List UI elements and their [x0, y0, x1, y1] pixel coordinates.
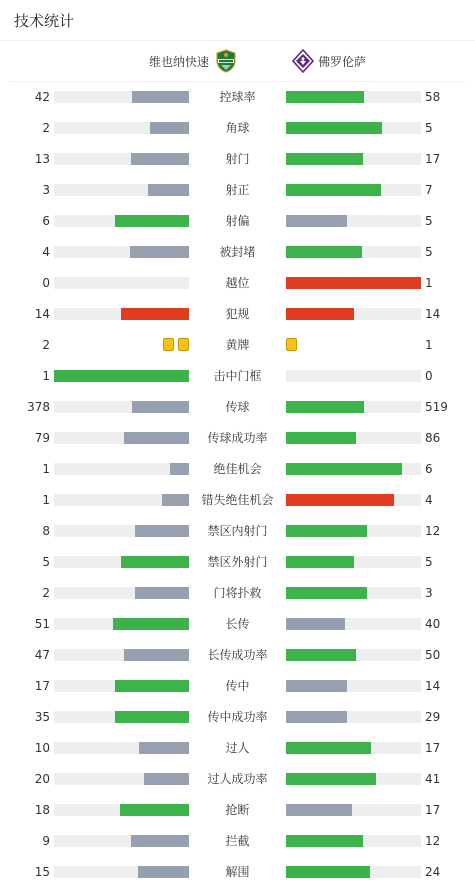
home-stat-bar-fill: [138, 866, 189, 878]
teams-header: [10, 41, 465, 82]
away-stat-value: 41: [425, 772, 441, 786]
home-stat-value: 9: [42, 834, 50, 848]
page-title: 技术统计: [14, 12, 75, 30]
stat-label: 传中: [225, 679, 250, 693]
stat-label: 绝佳机会: [213, 462, 262, 476]
away-stat-bar-fill: [286, 401, 364, 413]
home-stat-bar: [54, 618, 189, 630]
away-stat-bar: [286, 246, 421, 258]
stat-label: 射偏: [225, 214, 250, 228]
away-stat-bar-fill: [286, 773, 376, 785]
home-stat-bar: [54, 649, 189, 661]
away-stat-bar-fill: [286, 153, 363, 165]
away-stat-value: 29: [425, 710, 441, 724]
home-stat-value: 5: [42, 555, 50, 569]
stat-label: 过人: [225, 741, 250, 755]
away-stat-bar: [286, 277, 421, 289]
home-stat-value: 3: [42, 183, 50, 197]
stat-label: 越位: [225, 276, 250, 290]
home-stat-value: 4: [42, 245, 50, 259]
stat-row: [0, 453, 475, 484]
away-stat-bar-fill: [286, 91, 364, 103]
stat-label: 长传成功率: [207, 648, 268, 662]
home-stat-bar-fill: [121, 556, 189, 568]
home-cards: [163, 338, 189, 351]
home-stat-bar-fill: [120, 804, 189, 816]
away-team-name: 佛罗伦萨: [318, 54, 367, 69]
away-stat-bar: [286, 463, 421, 475]
home-stat-value: 17: [34, 679, 50, 693]
stat-label: 击中门框: [213, 369, 262, 383]
stats-header: [0, 0, 475, 41]
stat-row: [0, 360, 475, 391]
home-stat-bar-fill: [135, 525, 189, 537]
home-stat-value: 14: [34, 307, 50, 321]
stat-row: [0, 856, 475, 887]
home-stat-bar: [54, 370, 189, 382]
away-stat-bar-fill: [286, 618, 345, 630]
home-stat-bar: [54, 525, 189, 537]
home-stat-bar-fill: [121, 308, 189, 320]
home-stat-bar-fill: [150, 122, 189, 134]
away-stat-bar-fill: [286, 308, 354, 320]
stat-row: [0, 81, 475, 112]
home-stat-bar: [54, 773, 189, 785]
away-stat-bar: [286, 153, 421, 165]
away-stat-value: 0: [425, 369, 433, 383]
away-stat-bar: [286, 587, 421, 599]
home-stat-value: 20: [34, 772, 50, 786]
away-team: [292, 49, 366, 73]
stat-label: 长传: [225, 617, 250, 631]
away-stat-bar: [286, 525, 421, 537]
stat-label: 门将扑救: [213, 586, 262, 600]
home-stat-bar: [54, 246, 189, 258]
away-stat-value: 5: [425, 245, 433, 259]
away-stat-bar: [286, 91, 421, 103]
away-stat-value: 519: [425, 400, 448, 414]
stat-row: [0, 825, 475, 856]
away-stat-bar-fill: [286, 184, 381, 196]
away-stat-bar: [286, 122, 421, 134]
home-stat-value: 2: [42, 586, 50, 600]
home-stat-bar: [54, 184, 189, 196]
home-stat-bar-fill: [170, 463, 189, 475]
stat-label: 错失绝佳机会: [201, 493, 274, 507]
stat-label: 禁区内射门: [207, 524, 268, 538]
home-stat-bar: [54, 277, 189, 289]
home-stat-value: 1: [42, 493, 50, 507]
away-stat-value: 12: [425, 524, 441, 538]
home-stat-bar: [54, 463, 189, 475]
home-stat-value: 1: [42, 369, 50, 383]
away-stat-bar: [286, 711, 421, 723]
away-stat-value: 86: [425, 431, 441, 445]
rapid-wien-crest-icon: [215, 49, 237, 73]
home-stat-bar: [54, 401, 189, 413]
away-stat-bar: [286, 804, 421, 816]
home-stat-bar-fill: [124, 432, 189, 444]
home-stat-value: 18: [34, 803, 50, 817]
home-stat-bar-fill: [115, 680, 189, 692]
away-stat-bar: [286, 866, 421, 878]
home-stat-value: 42: [34, 90, 50, 104]
stat-row: [0, 112, 475, 143]
stat-row: [0, 422, 475, 453]
away-stat-value: 14: [425, 679, 441, 693]
home-stat-bar: [54, 494, 189, 506]
away-stat-value: 5: [425, 214, 433, 228]
home-stat-bar-fill: [54, 370, 189, 382]
away-stat-bar-fill: [286, 680, 347, 692]
stat-label: 禁区外射门: [207, 555, 268, 569]
home-stat-bar: [54, 742, 189, 754]
stat-label: 控球率: [219, 90, 256, 104]
away-stat-value: 1: [425, 338, 433, 352]
home-stat-bar-fill: [162, 494, 189, 506]
away-stat-bar-fill: [286, 835, 363, 847]
away-stat-bar-fill: [286, 742, 371, 754]
home-stat-value: 10: [34, 741, 50, 755]
stat-row: [0, 143, 475, 174]
away-cards: [286, 338, 297, 351]
home-stat-bar: [54, 804, 189, 816]
stat-label: 射门: [225, 152, 250, 166]
stat-label: 解围: [225, 865, 250, 879]
stat-label: 黄牌: [225, 338, 250, 352]
home-stat-bar-fill: [130, 246, 189, 258]
home-stat-value: 79: [34, 431, 50, 445]
away-stat-bar-fill: [286, 215, 347, 227]
home-stat-bar: [54, 587, 189, 599]
home-stat-bar-fill: [148, 184, 189, 196]
stat-row: [0, 763, 475, 794]
away-stat-value: 12: [425, 834, 441, 848]
away-stat-bar-fill: [286, 525, 367, 537]
away-stat-bar-fill: [286, 494, 394, 506]
home-stat-bar-fill: [115, 711, 189, 723]
stat-row: [0, 577, 475, 608]
away-stat-bar: [286, 308, 421, 320]
fiorentina-crest-icon: [292, 49, 314, 73]
away-stat-value: 5: [425, 555, 433, 569]
stat-row: [0, 701, 475, 732]
stat-label: 被封堵: [219, 245, 256, 259]
home-stat-bar-fill: [144, 773, 189, 785]
away-stat-bar-fill: [286, 649, 356, 661]
away-stat-value: 17: [425, 741, 441, 755]
away-stat-bar: [286, 370, 421, 382]
home-stat-bar-fill: [131, 835, 189, 847]
away-stat-bar: [286, 215, 421, 227]
away-stat-value: 3: [425, 586, 433, 600]
home-stat-bar: [54, 556, 189, 568]
away-stat-bar: [286, 432, 421, 444]
away-stat-bar-fill: [286, 556, 354, 568]
stat-row: [0, 670, 475, 701]
stat-label: 传中成功率: [207, 710, 268, 724]
away-stat-bar-fill: [286, 804, 352, 816]
home-stat-bar-fill: [135, 587, 189, 599]
home-stat-bar-fill: [132, 91, 189, 103]
home-stat-value: 51: [34, 617, 50, 631]
away-stat-value: 5: [425, 121, 433, 135]
stat-row: [0, 794, 475, 825]
stat-label: 角球: [225, 121, 250, 135]
home-stat-bar: [54, 680, 189, 692]
away-stat-bar: [286, 773, 421, 785]
home-stat-bar-fill: [115, 215, 189, 227]
away-stat-bar-fill: [286, 463, 402, 475]
stat-row: [0, 608, 475, 639]
away-stat-bar-fill: [286, 587, 367, 599]
home-stat-bar: [54, 91, 189, 103]
home-stat-bar: [54, 711, 189, 723]
away-stat-value: 24: [425, 865, 441, 879]
home-stat-value: 1: [42, 462, 50, 476]
away-stat-bar: [286, 649, 421, 661]
away-stat-bar-fill: [286, 432, 356, 444]
stat-label: 犯规: [225, 307, 250, 321]
stat-label: 传球: [225, 400, 250, 414]
away-stat-bar-fill: [286, 122, 382, 134]
home-stat-bar-fill: [124, 649, 189, 661]
yellow-card-icon: [286, 338, 297, 351]
stat-row: [0, 267, 475, 298]
away-stat-value: 17: [425, 152, 441, 166]
away-stat-value: 14: [425, 307, 441, 321]
home-stat-bar: [54, 835, 189, 847]
home-stat-value: 2: [42, 338, 50, 352]
stat-row: [0, 391, 475, 422]
home-stat-bar: [54, 432, 189, 444]
away-stat-bar-fill: [286, 277, 421, 289]
home-stat-value: 8: [42, 524, 50, 538]
home-stat-value: 0: [42, 276, 50, 290]
away-stat-value: 4: [425, 493, 433, 507]
home-stat-value: 378: [27, 400, 50, 414]
stat-label: 射正: [225, 183, 250, 197]
stat-label: 拦截: [225, 834, 250, 848]
home-team-name: 维也纳快速: [148, 54, 209, 69]
away-stat-value: 17: [425, 803, 441, 817]
home-stat-value: 6: [42, 214, 50, 228]
home-stat-value: 47: [34, 648, 50, 662]
away-stat-bar: [286, 618, 421, 630]
stat-row: [0, 236, 475, 267]
home-stat-bar: [54, 308, 189, 320]
home-stat-value: 13: [34, 152, 50, 166]
stat-row: [0, 732, 475, 763]
away-stat-bar: [286, 184, 421, 196]
away-stat-value: 40: [425, 617, 441, 631]
stat-row: [0, 205, 475, 236]
home-stat-value: 15: [34, 865, 50, 879]
home-stat-bar-fill: [132, 401, 189, 413]
stat-row: [0, 174, 475, 205]
stat-row: [0, 329, 475, 360]
yellow-card-icon: [163, 338, 174, 351]
home-team: [149, 49, 237, 73]
away-stat-bar: [286, 556, 421, 568]
stat-row: [0, 515, 475, 546]
home-stat-value: 2: [42, 121, 50, 135]
away-stat-bar: [286, 742, 421, 754]
stat-row: [0, 639, 475, 670]
home-stat-bar: [54, 866, 189, 878]
stat-row: [0, 484, 475, 515]
stat-label: 抢断: [225, 803, 250, 817]
home-stat-value: 35: [34, 710, 50, 724]
yellow-card-icon: [178, 338, 189, 351]
home-stat-bar: [54, 153, 189, 165]
stat-label: 传球成功率: [207, 431, 268, 445]
away-stat-value: 50: [425, 648, 441, 662]
stat-row: [0, 298, 475, 329]
away-stat-bar: [286, 494, 421, 506]
stat-label: 过人成功率: [207, 772, 268, 786]
away-stat-bar-fill: [286, 711, 347, 723]
home-stat-bar: [54, 215, 189, 227]
away-stat-value: 58: [425, 90, 441, 104]
home-stat-bar-fill: [113, 618, 189, 630]
away-stat-bar: [286, 680, 421, 692]
away-stat-value: 6: [425, 462, 433, 476]
away-stat-bar: [286, 835, 421, 847]
home-stat-bar-fill: [139, 742, 189, 754]
away-stat-value: 1: [425, 276, 433, 290]
home-stat-bar-fill: [131, 153, 189, 165]
away-stat-bar-fill: [286, 866, 370, 878]
away-stat-value: 7: [425, 183, 433, 197]
away-stat-bar: [286, 401, 421, 413]
home-stat-bar: [54, 122, 189, 134]
away-stat-bar-fill: [286, 246, 362, 258]
stat-row: [0, 546, 475, 577]
